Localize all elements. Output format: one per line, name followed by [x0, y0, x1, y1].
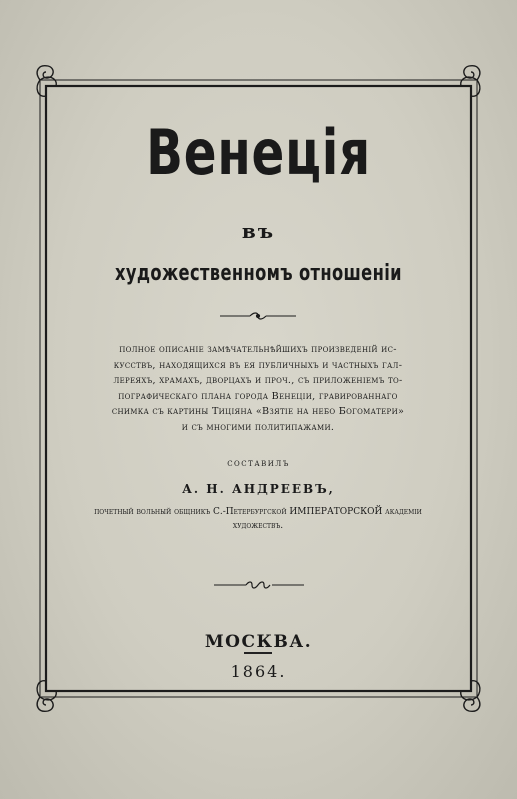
book-subtitle: художественномъ отношеніи — [115, 261, 402, 286]
city-underline — [244, 652, 272, 654]
description-line: лереяхъ, храмахъ, дворцахъ и проч., съ приложеніемъ то- — [113, 375, 403, 387]
description-block — [58, 342, 458, 436]
description-line: кусствъ, находящихся въ ея публичныхъ и частныхъ гал- — [113, 359, 403, 371]
description-line: снимка съ картины Тиціяна «Взятіе на небо Богоматери» — [111, 406, 405, 418]
compiled-by-label: составилъ — [227, 458, 290, 469]
ornament-divider-2 — [214, 582, 304, 588]
title-preposition: въ — [241, 219, 276, 243]
description-line: и съ многими политипажами. — [181, 421, 335, 433]
publication-year: 1864. — [230, 662, 287, 681]
author-name: А. Н. АНДРЕЕВЪ, — [182, 482, 335, 496]
author-title — [58, 505, 458, 533]
author-title-line: почетный вольный общникъ С.-Петербургской ИМПЕРАТОРСКОЙ академіи — [94, 507, 422, 517]
author-title-line: художествъ. — [232, 521, 284, 531]
publication-city: МОСКВА. — [204, 632, 313, 652]
book-title: Венеція — [146, 116, 371, 189]
ornament-divider-1 — [220, 313, 296, 319]
description-line: полное описаніе замѣчательнѣйшихъ произведеній ис- — [119, 344, 397, 355]
description-line: пографическаго плана города Венеціи, гравированнаго — [118, 390, 398, 402]
